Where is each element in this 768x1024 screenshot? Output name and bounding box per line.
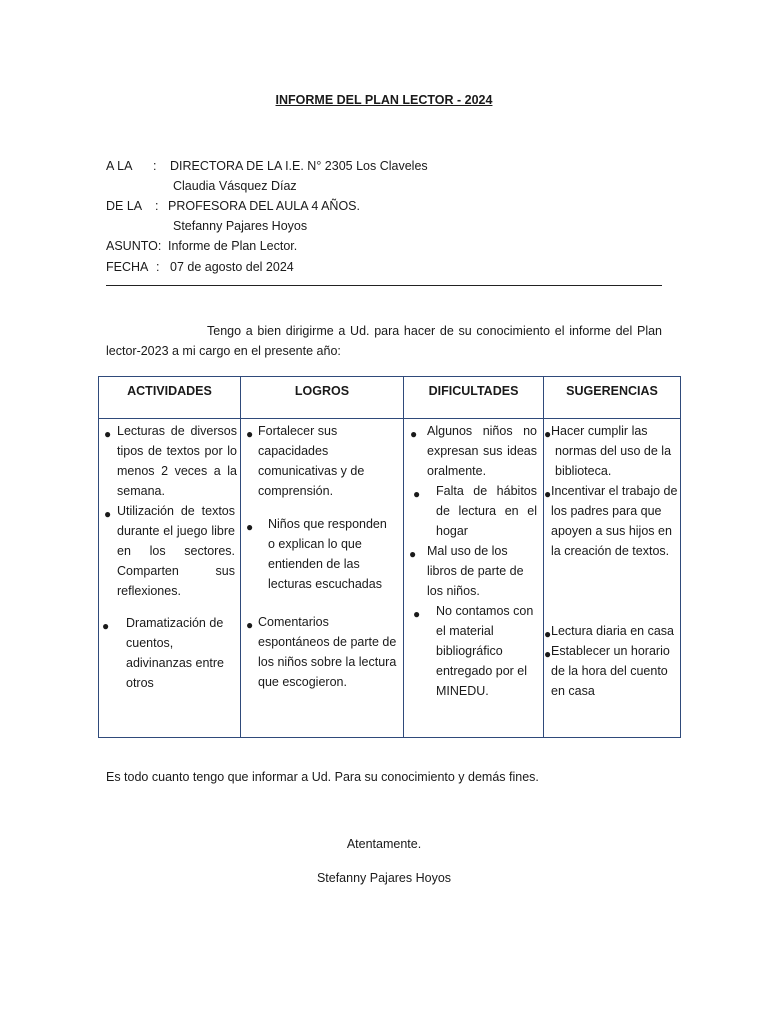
closing-text: Es todo cuanto tengo que informar a Ud. Para su conocimiento y demás fines.	[106, 770, 539, 784]
list-item: Falta de hábitos de lectura en el hogar	[436, 484, 537, 538]
bullet-icon: ●	[409, 547, 417, 561]
signature-name: Stefanny Pajares Hoyos	[316, 871, 452, 885]
list-item: Establecer un horario de la hora del cuento en casa	[551, 644, 670, 698]
intro-text: Tengo a bien dirigirme a Ud. para hacer de su conocimiento el informe del Plan lector-2023 a mi cargo en el presente año:	[106, 324, 662, 358]
list-item	[551, 481, 679, 561]
bullet-icon: ●	[544, 487, 552, 501]
dificultades-cell	[404, 419, 544, 738]
a-la-value: DIRECTORA DE LA I.E. N° 2305 Los Claveles	[170, 159, 428, 173]
list-item: Lecturas de diversos tipos de textos por lo menos 2 veces a la semana.	[117, 424, 237, 498]
header-fecha-row	[106, 257, 148, 277]
header-sugerencias: SUGERENCIAS	[544, 377, 681, 419]
bullet-icon: ●	[413, 607, 421, 621]
intro-paragraph	[106, 321, 662, 361]
de-la-colon: :	[155, 199, 159, 213]
regards-text: Atentamente.	[346, 837, 422, 851]
sugerencias-cell	[544, 419, 681, 738]
bullet-icon: ●	[410, 427, 418, 441]
list-item: Niños que responden o explican lo que entienden de las lecturas escuchadas	[268, 517, 387, 591]
list-item: Lectura diaria en casa	[551, 624, 674, 638]
bullet-icon: ●	[102, 619, 110, 633]
list-item: Utilización de textos durante el juego libre en los sectores. Comparten sus reflexiones.	[117, 504, 235, 598]
de-la-label: DE LA	[106, 199, 143, 213]
asunto-label: ASUNTO:	[106, 239, 162, 253]
header-de-la-row	[106, 196, 142, 216]
bullet-icon: ●	[413, 487, 421, 501]
bullet-icon: ●	[544, 427, 552, 441]
actividades-cell	[99, 419, 241, 738]
list-item: Fortalecer sus capacidades comunicativas y de comprensión.	[258, 424, 365, 498]
plan-table	[98, 376, 681, 738]
bullet-icon: ●	[544, 647, 552, 661]
header-a-la-row	[106, 156, 132, 176]
table-body-row	[99, 419, 681, 738]
fecha-colon: :	[156, 260, 160, 274]
logros-cell	[241, 419, 404, 738]
fecha-value: 07 de agosto del 2024	[170, 260, 294, 274]
bullet-icon: ●	[544, 627, 552, 641]
bullet-icon: ●	[246, 427, 254, 441]
table-header-row	[99, 377, 681, 419]
bullet-icon: ●	[246, 618, 254, 632]
header-logros: LOGROS	[241, 377, 404, 419]
list-item: Dramatización de cuentos, adivinanzas entre otros	[126, 616, 224, 690]
list-item: Mal uso de los libros de parte de los niños.	[427, 544, 524, 598]
header-actividades: ACTIVIDADES	[99, 377, 241, 419]
list-item-text: Incentivar el trabajo de los padres para que apoyen a sus hijos en la creación de textos.	[551, 484, 678, 558]
bullet-icon: ●	[104, 507, 112, 521]
asunto-value: Informe de Plan Lector.	[168, 239, 298, 253]
list-item: Algunos niños no expresan sus ideas oralmente.	[427, 424, 537, 478]
bullet-icon: ●	[104, 427, 112, 441]
fecha-label: FECHA	[106, 260, 149, 274]
bullet-icon: ●	[246, 520, 254, 534]
a-la-label: A LA	[106, 159, 133, 173]
de-la-name: Stefanny Pajares Hoyos	[173, 219, 308, 233]
de-la-value: PROFESORA DEL AULA 4 AÑOS.	[168, 199, 360, 213]
document-title: INFORME DEL PLAN LECTOR - 2024	[275, 93, 493, 107]
list-item: No contamos con el material bibliográfico entregado por el MINEDU.	[436, 604, 534, 698]
a-la-colon: :	[153, 159, 157, 173]
list-item: Comentarios espontáneos de parte de los niños sobre la lectura que escogieron.	[258, 615, 397, 689]
header-asunto-row	[106, 236, 161, 256]
header-dificultades: DIFICULTADES	[404, 377, 544, 419]
header-divider	[106, 285, 662, 286]
list-item	[551, 421, 679, 481]
a-la-name: Claudia Vásquez Díaz	[173, 179, 297, 193]
list-item-text: Hacer cumplir las normas del uso de la biblioteca.	[551, 424, 672, 478]
